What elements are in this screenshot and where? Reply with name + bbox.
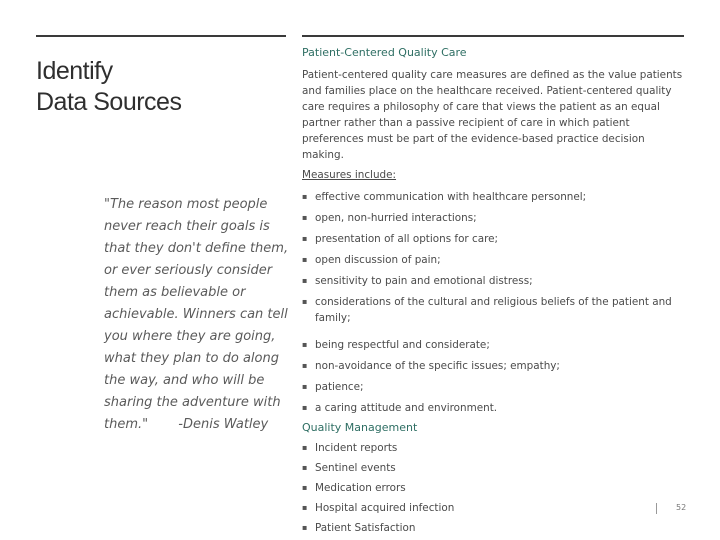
list-item: ▪ open discussion of pain; — [302, 254, 441, 266]
bullet-icon: ▪ — [302, 523, 308, 532]
list-item: ▪ considerations of the cultural and religious beliefs of the patient and family; — [302, 296, 672, 324]
list-item: ▪ Hospital acquired infection — [302, 502, 455, 514]
bullet-icon: ▪ — [302, 483, 308, 492]
list-item: ▪ Medication errors — [302, 482, 406, 494]
left-header-rule — [36, 35, 286, 37]
bullet-icon: ▪ — [302, 340, 308, 349]
bullet-icon: ▪ — [302, 403, 308, 412]
bullet-icon: ▪ — [302, 361, 308, 370]
list-item: ▪ Patient Satisfaction — [302, 522, 416, 534]
list-item: ▪ non-avoidance of the specific issues; empathy; — [302, 360, 560, 372]
bullet-icon: ▪ — [302, 255, 308, 264]
bullet-icon: ▪ — [302, 234, 308, 243]
list-item: ▪ patience; — [302, 381, 364, 393]
page-number: 52 — [676, 503, 687, 512]
list-item: ▪ sensitivity to pain and emotional distress; — [302, 275, 533, 287]
measures-label: Measures include: — [302, 169, 397, 181]
list-item: ▪ presentation of all options for care; — [302, 233, 499, 245]
slide-title — [36, 56, 286, 118]
quality-management-list — [302, 440, 686, 536]
title-line-2: Data Sources — [36, 88, 182, 116]
list-item: ▪ being respectful and considerate; — [302, 339, 490, 351]
bullet-icon: ▪ — [302, 443, 308, 452]
bullet-icon: ▪ — [302, 276, 308, 285]
footer-divider — [656, 503, 657, 514]
pcqc-heading: Patient-Centered Quality Care — [302, 46, 467, 59]
title-line-1: Identify — [36, 57, 113, 85]
bullet-icon: ▪ — [302, 192, 308, 201]
bullet-icon: ▪ — [302, 297, 308, 306]
content-column — [302, 46, 686, 540]
measures-list — [302, 189, 686, 416]
quote-text: "The reason most people never reach their goals is that they don't define them, or ever seriously consider them as believable or achievable. Winners can tell you where they are going, what they plan to do along the way, and who will be sharing the adventure with them." — [104, 197, 289, 432]
bullet-icon: ▪ — [302, 382, 308, 391]
bullet-icon: ▪ — [302, 463, 308, 472]
pcqc-paragraph: Patient-centered quality care measures are defined as the value patients and families place on the healthcare received. Patient-centered quality care requires a philosophy of care that views the patient as an equal partner rather than a passive recipient of care in which patient preferences must be part of the evidence-based practice decision making. — [302, 69, 683, 161]
quote-author: -Denis Watley — [178, 417, 269, 432]
list-item: ▪ a caring attitude and environment. — [302, 402, 498, 414]
list-item: ▪ Incident reports — [302, 442, 398, 454]
right-header-rule — [302, 35, 684, 37]
quality-management-heading: Quality Management — [302, 421, 418, 434]
bullet-icon: ▪ — [302, 503, 308, 512]
list-item: ▪ Sentinel events — [302, 462, 396, 474]
quote-block — [104, 194, 294, 436]
list-item: ▪ open, non-hurried interactions; — [302, 212, 477, 224]
bullet-icon: ▪ — [302, 213, 308, 222]
list-item: ▪ effective communication with healthcare personnel; — [302, 191, 587, 203]
